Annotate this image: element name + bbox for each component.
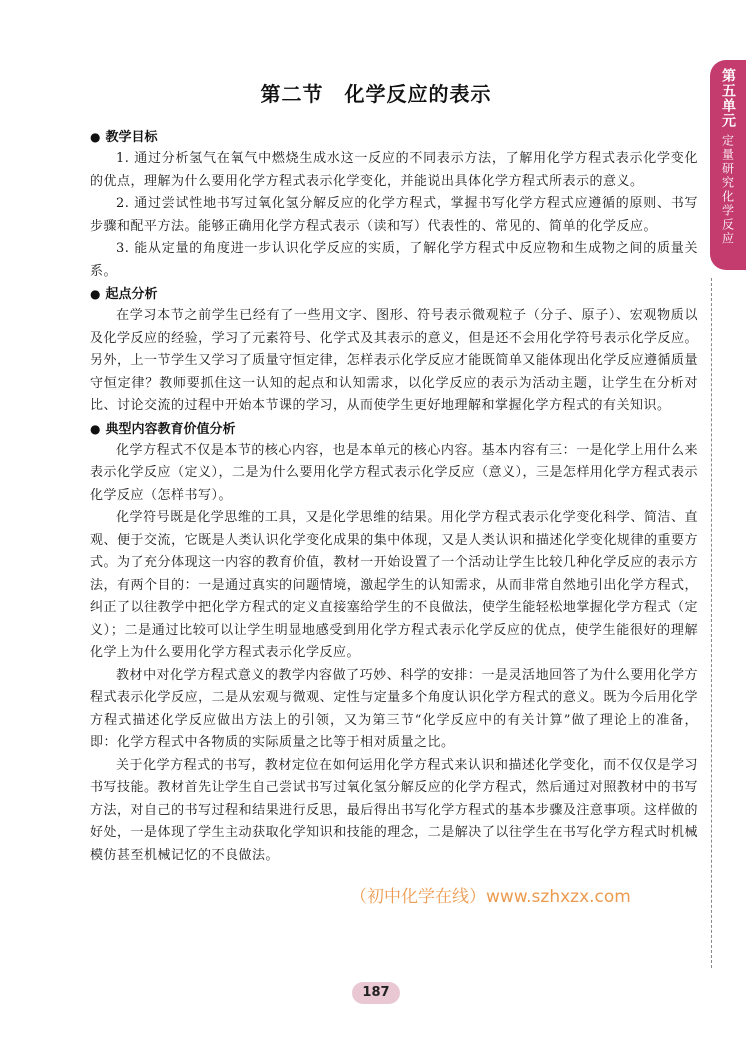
unit-side-tab bbox=[710, 60, 746, 270]
page-number: 187 bbox=[352, 982, 400, 1004]
unit-subtitle: 定量研究化学反应 bbox=[720, 134, 735, 246]
section-heading: ● 典型内容教育价值分析 bbox=[90, 421, 236, 437]
paragraph: 教材中对化学方程式意义的教学内容做了巧妙、科学的安排：一是灵活地回答了为什么要用化学方程式表示化学反应，二是从宏观与微观、定性与定量多个角度认识化学方程式的意义。既为今后用化学方程式描述化学反应做出方法上的引领，又为第三节“化学反应中的有关计算”做了理论上的准备，即：化学方程式中各物质的实际质量之比等于相对质量之比。 bbox=[90, 667, 698, 750]
paragraph: 关于化学方程式的书写，教材定位在如何运用化学方程式来认识和描述化学变化，而不仅仅是学习书写技能。教材首先让学生自己尝试书写过氧化氢分解反应的化学方程式，然后通过对照教材中的书写方法，对自己的书写过程和结果进行反思，最后得出书写化学方程式的基本步骤及注意事项。这样做的好处，一是体现了学生主动获取化学知识和技能的理念，二是解决了以往学生在书写化学方程式时机械模仿甚至机械记忆的不良做法。 bbox=[90, 757, 698, 863]
page-title: 第二节 化学反应的表示 bbox=[260, 82, 492, 106]
paragraph: 化学方程式不仅是本节的核心内容，也是本单元的核心内容。基本内容有三：一是化学上用什么来表示化学反应（定义），二是为什么要用化学方程式表示化学反应（意义），三是怎样用化学方程式表示化学反应（怎样书写）。 bbox=[90, 442, 699, 503]
page-content bbox=[90, 126, 698, 867]
paragraph: 2. 通过尝试性地书写过氧化氢分解反应的化学方程式，掌握书写化学方程式应遵循的原则、书写步骤和配平方法。能够正确用化学方程式表示（读和写）代表性的、常见的、简单的化学反应。 bbox=[90, 196, 698, 234]
bullet-icon: ● bbox=[90, 421, 101, 436]
watermark: （初中化学在线）www.szhxzx.com bbox=[350, 887, 631, 907]
unit-label: 第五单元 bbox=[720, 68, 736, 128]
bullet-icon: ● bbox=[90, 130, 101, 144]
bullet-icon: ● bbox=[90, 287, 101, 301]
section-heading: ● 起点分析 bbox=[90, 287, 158, 302]
section-heading: ● 教学目标 bbox=[90, 130, 158, 145]
paragraph: 1. 通过分析氢气在氧气中燃烧生成水这一反应的不同表示方法，了解用化学方程式表示化学变化的优点，理解为什么要用化学方程式表示化学变化，并能说出具体化学方程式所表示的意义。 bbox=[90, 151, 698, 189]
margin-dashed-line bbox=[711, 278, 712, 968]
paragraph: 在学习本节之前学生已经有了一些用文字、图形、符号表示微观粒子（分子、原子）、宏观物质以及化学反应的经验，学习了元素符号、化学式及其表示的意义，但是还不会用化学符号表示化学反应。另外，上一节学生又学习了质量守恒定律，怎样表示化学反应才能既简单又能体现出化学反应遵循质量守恒定律？教师要抓住这一认知的起点和认知需求，以化学反应的表示为活动主题，让学生在分析对比、讨论交流的过程中开始本节课的学习，从而使学生更好地理解和掌握化学方程式的有关知识。 bbox=[90, 308, 698, 413]
paragraph: 化学符号既是化学思维的工具，又是化学思维的结果。用化学方程式表示化学变化科学、简洁、直观、便于交流，它既是人类认识化学变化成果的集中体现，又是人类认识和描述化学变化规律的重要方式。为了充分体现这一内容的教育价值，教材一开始设置了一个活动让学生比较几种化学反应的表示方法，有两个目的：一是通过真实的问题情境，激起学生的认知需求，从而非常自然地引出化学方程式，纠正了以往教学中把化学方程式的定义直接塞给学生的不良做法，使学生能轻松地掌握化学方程式（定义）；二是通过比较可以让学生明显地感受到用化学方程式表示化学反应的优点，使学生能很好的理解化学上为什么要用化学方程式表示化学反应。 bbox=[90, 510, 698, 660]
paragraph: 3. 能从定量的角度进一步认识化学反应的实质，了解化学方程式中反应物和生成物之间的质量关系。 bbox=[90, 241, 698, 279]
